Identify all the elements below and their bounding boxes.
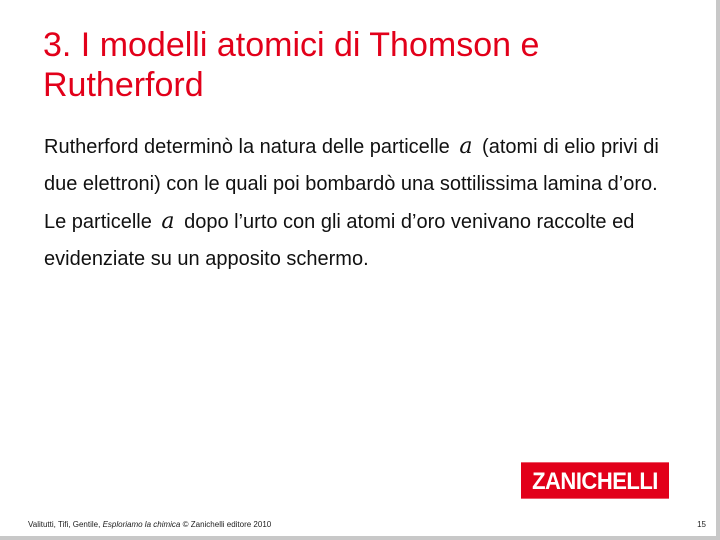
page-number: 15 [697, 520, 706, 529]
footer-publisher: © Zanichelli editore 2010 [182, 520, 272, 529]
footer-book-title: Esploriamo la chimica [102, 520, 181, 529]
paragraph-particles [44, 203, 684, 278]
paragraph-rutherford [44, 128, 684, 203]
paragraph-1-text-after: (atomi di elio privi di due elettroni) con le quali poi bombardò una sottilissima lamina d’oro. [44, 136, 659, 195]
alpha-particle-symbol: a [161, 209, 175, 234]
zanichelli-logo: ZANICHELLI [521, 462, 669, 498]
slide-bottom-edge [0, 536, 720, 540]
paragraph-2-text-before: Le particelle [44, 211, 152, 233]
alpha-particle-symbol: a [459, 134, 473, 159]
paragraph-1-text-before: Rutherford determinò la natura delle particelle [44, 136, 450, 158]
footer-authors: Valitutti, Tifi, Gentile, [28, 520, 101, 529]
slide-body [44, 128, 684, 278]
paragraph-2-text-after: dopo l’urto con gli atomi d’oro venivano raccolte ed evidenziate su un apposito schermo. [44, 211, 635, 270]
footer-credits [28, 520, 328, 530]
slide-title: 3. I modelli atomici di Thomson e Rutherford [43, 26, 540, 104]
slide-right-edge [716, 0, 720, 540]
